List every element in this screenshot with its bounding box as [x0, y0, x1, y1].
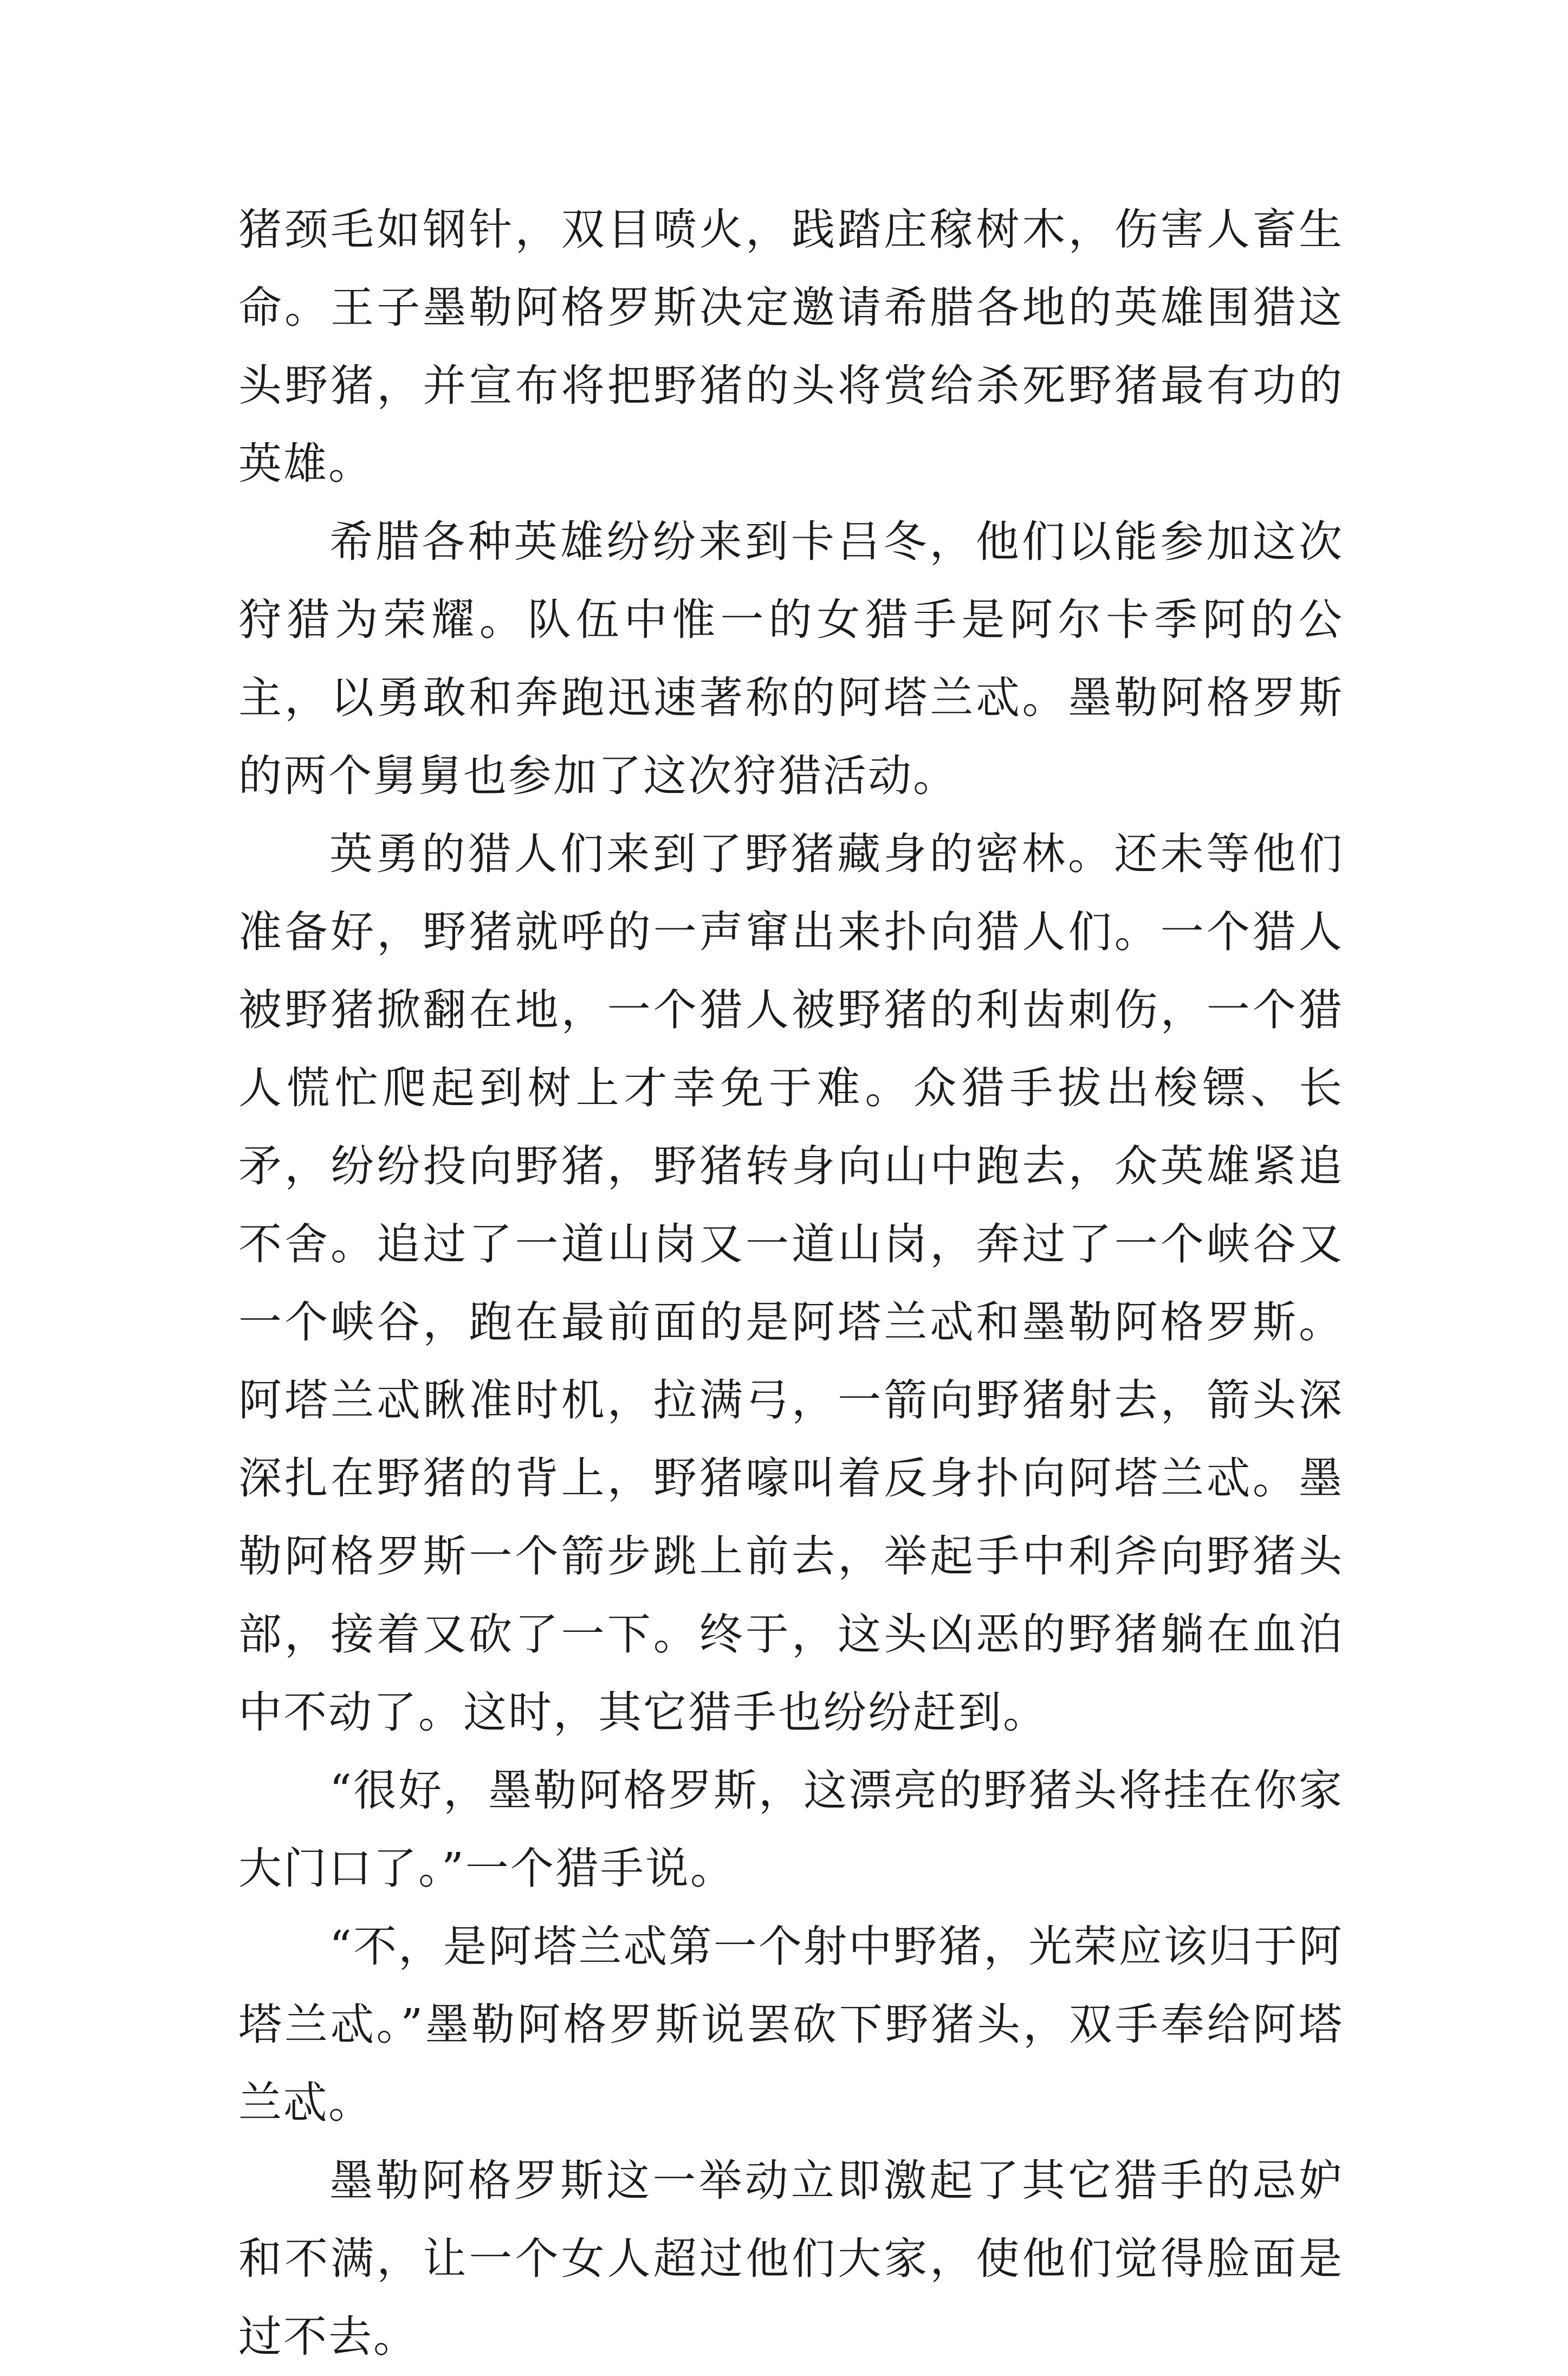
- paragraph-3: 英勇的猎人们来到了野猪藏身的密林。还未等他们准备好，野猪就呼的一声窜出来扑向猎人们。一个猎人被野猪掀翻在地，一个猎人被野猪的利齿刺伤，一个猎人慌忙爬起到树上才幸免于难。众猎手拔出梭镖、长矛，纷纷投向野猪，野猪转身向山中跑去，众英雄紧追不舍。追过了一道山岗又一道山岗，奔过了一个峡谷又一个峡谷，跑在最前面的是阿塔兰忒和墨勒阿格罗斯。阿塔兰忒瞅准时机，拉满弓，一箭向野猪射去，箭头深深扎在野猪的背上，野猪嚎叫着反身扑向阿塔兰忒。墨勒阿格罗斯一个箭步跳上前去，举起手中利斧向野猪头部，接着又砍了一下。终于，这头凶恶的野猪躺在血泊中不动了。这时，其它猎手也纷纷赶到。: [238, 829, 1344, 1738]
- paragraph-2: 希腊各种英雄纷纷来到卡吕冬，他们以能参加这次狩猎为荣耀。队伍中惟一的女猎手是阿尔卡季阿的公主，以勇敢和奔跑迅速著称的阿塔兰忒。墨勒阿格罗斯的两个舅舅也参加了这次狩猎活动。: [238, 516, 1344, 801]
- paragraph-4: “很好，墨勒阿格罗斯，这漂亮的野猪头将挂在你家大门口了。”一个猎手说。: [238, 1765, 1344, 1894]
- paragraph-1: 猪颈毛如钢针，双目喷火，践踏庄稼树木，伤害人畜生命。王子墨勒阿格罗斯决定邀请希腊各地的英雄围猎这头野猪，并宣布将把野猪的头将赏给杀死野猪最有功的英雄。: [238, 204, 1344, 489]
- paragraph-5: “不，是阿塔兰忒第一个射中野猪，光荣应该归于阿塔兰忒。”墨勒阿格罗斯说罢砍下野猪头，双手奉给阿塔兰忒。: [238, 1921, 1344, 2128]
- paragraph-6: 墨勒阿格罗斯这一举动立即激起了其它猎手的忌妒和不满，让一个女人超过他们大家，使他们觉得脸面是过不去。: [238, 2155, 1344, 2362]
- body-text: [238, 191, 1344, 2376]
